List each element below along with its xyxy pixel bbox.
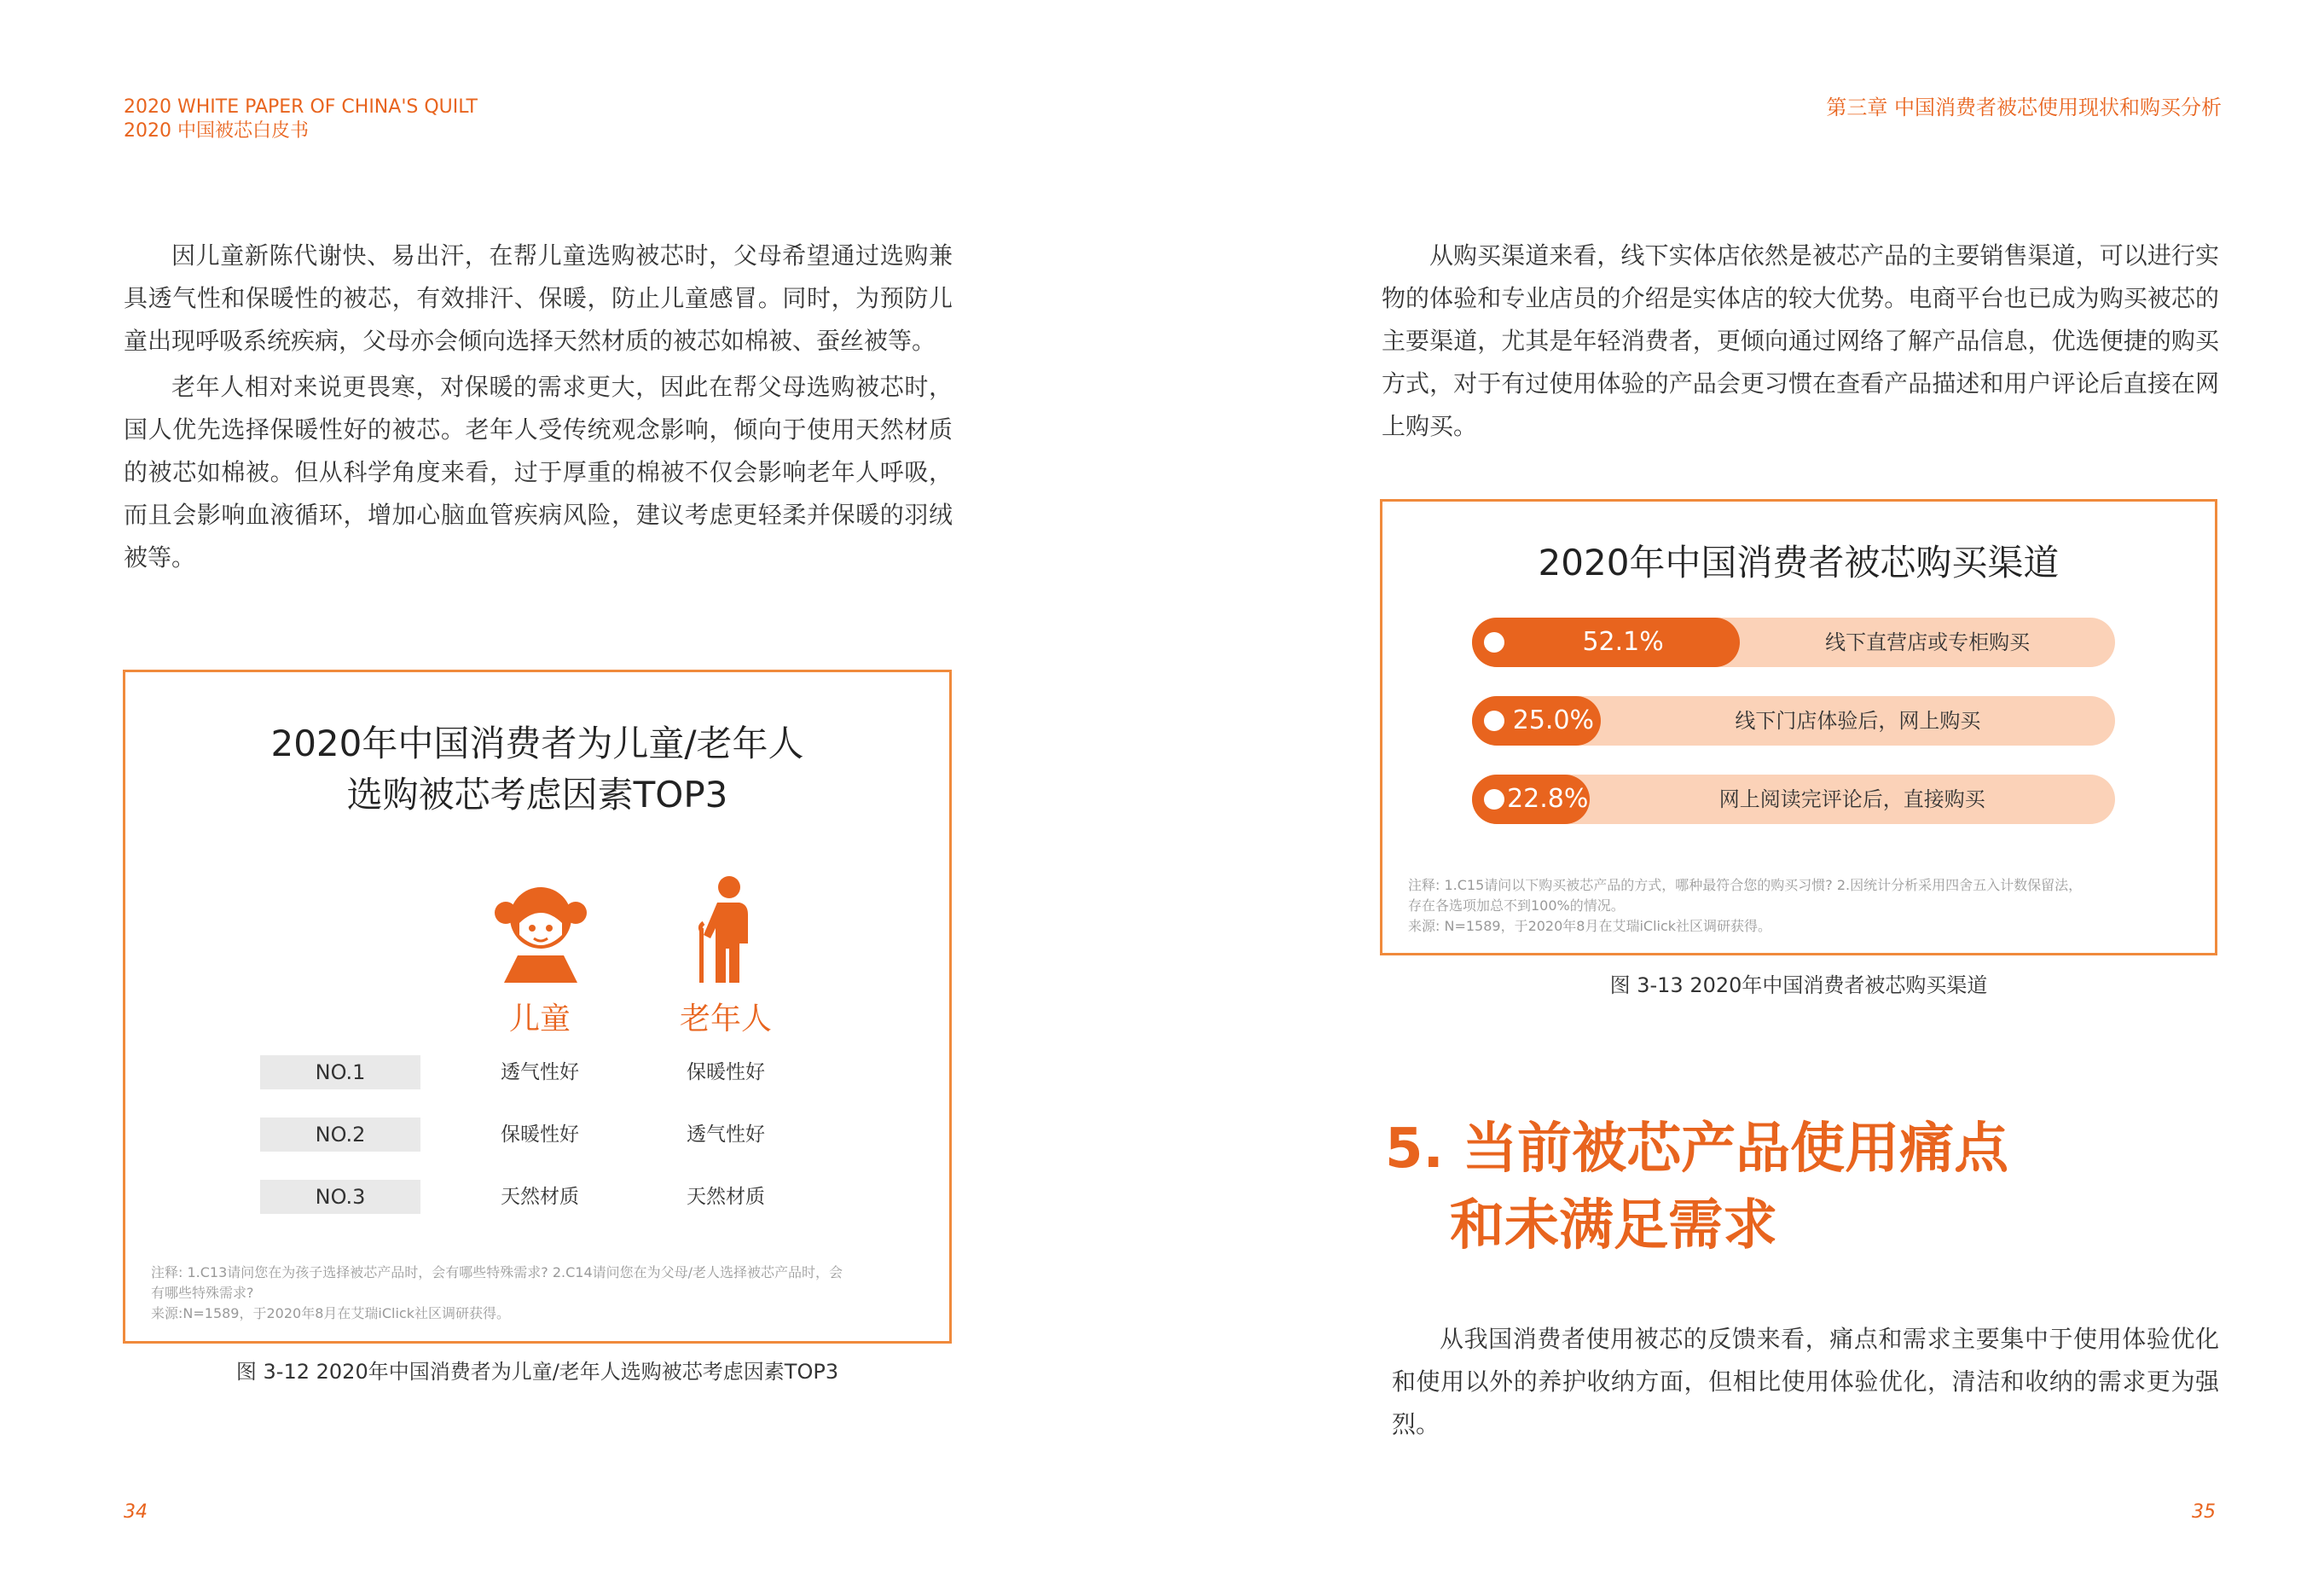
bar-fill (1472, 618, 1740, 667)
group-label-elder: 老年人 (679, 1002, 772, 1036)
child-factor: 保暖性好 (501, 1123, 579, 1146)
section-heading-line2: 和未满足需求 (1450, 1194, 1777, 1257)
source-line: 来源: N=1589，于2020年8月在艾瑞iClick社区调研获得。 (1408, 918, 1772, 934)
note-line: 注释: 1.C15请问以下购买被芯产品的方式，哪种最符合您的购买习惯? 2.因统计分析采用四舍五入计数保留法， (1408, 877, 2083, 893)
header-left (124, 96, 478, 143)
figure-3-12-title-line2: 选购被芯考虑因素TOP3 (346, 774, 728, 816)
figure-3-12-box (123, 670, 952, 1344)
bar-category-label: 线下直营店或专柜购买 (1825, 630, 2031, 654)
elderly-cane-icon (692, 875, 760, 983)
page-number-left: 34 (124, 1501, 148, 1523)
bar-fill (1472, 775, 1590, 824)
chapter-title: 第三章 中国消费者被芯使用现状和购买分析 (1826, 96, 2222, 119)
bar-dot (1484, 632, 1504, 653)
bar-track (1472, 696, 2115, 746)
figure-3-13-note (1408, 875, 2193, 937)
elder-factor: 保暖性好 (687, 1061, 765, 1083)
note-line: 注释: 1.C13请问您在为孩子选择被芯产品时，会有哪些特殊需求? 2.C14请问您在为父母/老人选择被芯产品时，会 (151, 1264, 843, 1280)
bar-track (1472, 775, 2115, 824)
bar-fill (1472, 696, 1601, 746)
figure-3-12-caption: 图 3-12 2020年中国消费者为儿童/老年人选购被芯考虑因素TOP3 (235, 1360, 839, 1384)
child-factor: 透气性好 (501, 1061, 579, 1083)
page-number-right: 35 (2192, 1501, 2216, 1523)
note-line: 有哪些特殊需求? (151, 1285, 254, 1301)
rank-label: NO.2 (260, 1118, 420, 1152)
bar-dot (1484, 789, 1504, 810)
right-paragraph-1: 从购买渠道来看，线下实体店依然是被芯产品的主要销售渠道，可以进行实物的体验和专业店员的介绍是实体店的较大优势。电商平台也已成为购买被芯的主要渠道，尤其是年轻消费者，更倾向通过网络了解产品信息，优选便捷的购买方式，对于有过使用体验的产品会更习惯在查看产品描述和用户评论后直接在网上购买。 (1382, 241, 2219, 440)
bar-value-label: 22.8% (1507, 784, 1589, 814)
rank-label: NO.1 (260, 1055, 420, 1089)
section-heading-line1: 5. 当前被芯产品使用痛点 (1385, 1118, 2009, 1181)
left-paragraph-1: 因儿童新陈代谢快、易出汗，在帮儿童选购被芯时，父母希望通过选购兼具透气性和保暖性的被芯，有效排汗、保暖，防止儿童感冒。同时，为预防儿童出现呼吸系统疾病，父母亦会倾向选择天然材质的被芯如棉被、蚕丝被等。 (124, 241, 953, 355)
chart-title: 2020年中国消费者被芯购买渠道 (1538, 542, 2060, 583)
rank-label: NO.3 (260, 1180, 420, 1214)
right-body-text (1382, 235, 2219, 451)
group-label-child: 儿童 (508, 1002, 571, 1036)
bar-category-label: 线下门店体验后，网上购买 (1735, 709, 1981, 733)
left-paragraph-2: 老年人相对来说更畏寒，对保暖的需求更大，因此在帮父母选购被芯时，国人优先选择保暖性好的被芯。老年人受传统观念影响，倾向于使用天然材质的被芯如棉被。但从科学角度来看，过于厚重的棉被不仅会影响老年人呼吸，而且会影响血液循环，增加心脑血管疾病风险，建议考虑更轻柔并保暖的羽绒被等。 (124, 373, 953, 572)
bar-value-label: 25.0% (1512, 705, 1595, 735)
left-body-text (124, 235, 953, 583)
bar-value-label: 52.1% (1582, 627, 1664, 657)
figure-3-12-note (151, 1263, 927, 1324)
girl-child-icon (494, 880, 588, 983)
figure-3-12-title-line1: 2020年中国消费者为儿童/老年人 (270, 723, 804, 764)
elder-factor: 透气性好 (687, 1123, 765, 1146)
section-body-text (1392, 1318, 2219, 1449)
child-factor: 天然材质 (501, 1186, 579, 1208)
bar-track (1472, 618, 2115, 667)
header-title-cn: 2020 中国被芯白皮书 (124, 120, 309, 142)
bar-category-label: 网上阅读完评论后，直接购买 (1718, 787, 1985, 811)
section-paragraph-1: 从我国消费者使用被芯的反馈来看，痛点和需求主要集中于使用体验优化和使用以外的养护收纳方面，但相比使用体验优化，清洁和收纳的需求更为强烈。 (1392, 1325, 2219, 1438)
note-line: 存在各选项加总不到100%的情况。 (1408, 897, 1625, 914)
figure-3-13-caption: 图 3-13 2020年中国消费者被芯购买渠道 (1609, 973, 1988, 997)
bar-dot (1484, 711, 1504, 731)
source-line: 来源:N=1589，于2020年8月在艾瑞iClick社区调研获得。 (151, 1305, 510, 1321)
elder-factor: 天然材质 (687, 1186, 765, 1208)
figure-3-13-box (1380, 499, 2217, 955)
header-title-en: 2020 WHITE PAPER OF CHINA'S QUILT (124, 96, 478, 118)
